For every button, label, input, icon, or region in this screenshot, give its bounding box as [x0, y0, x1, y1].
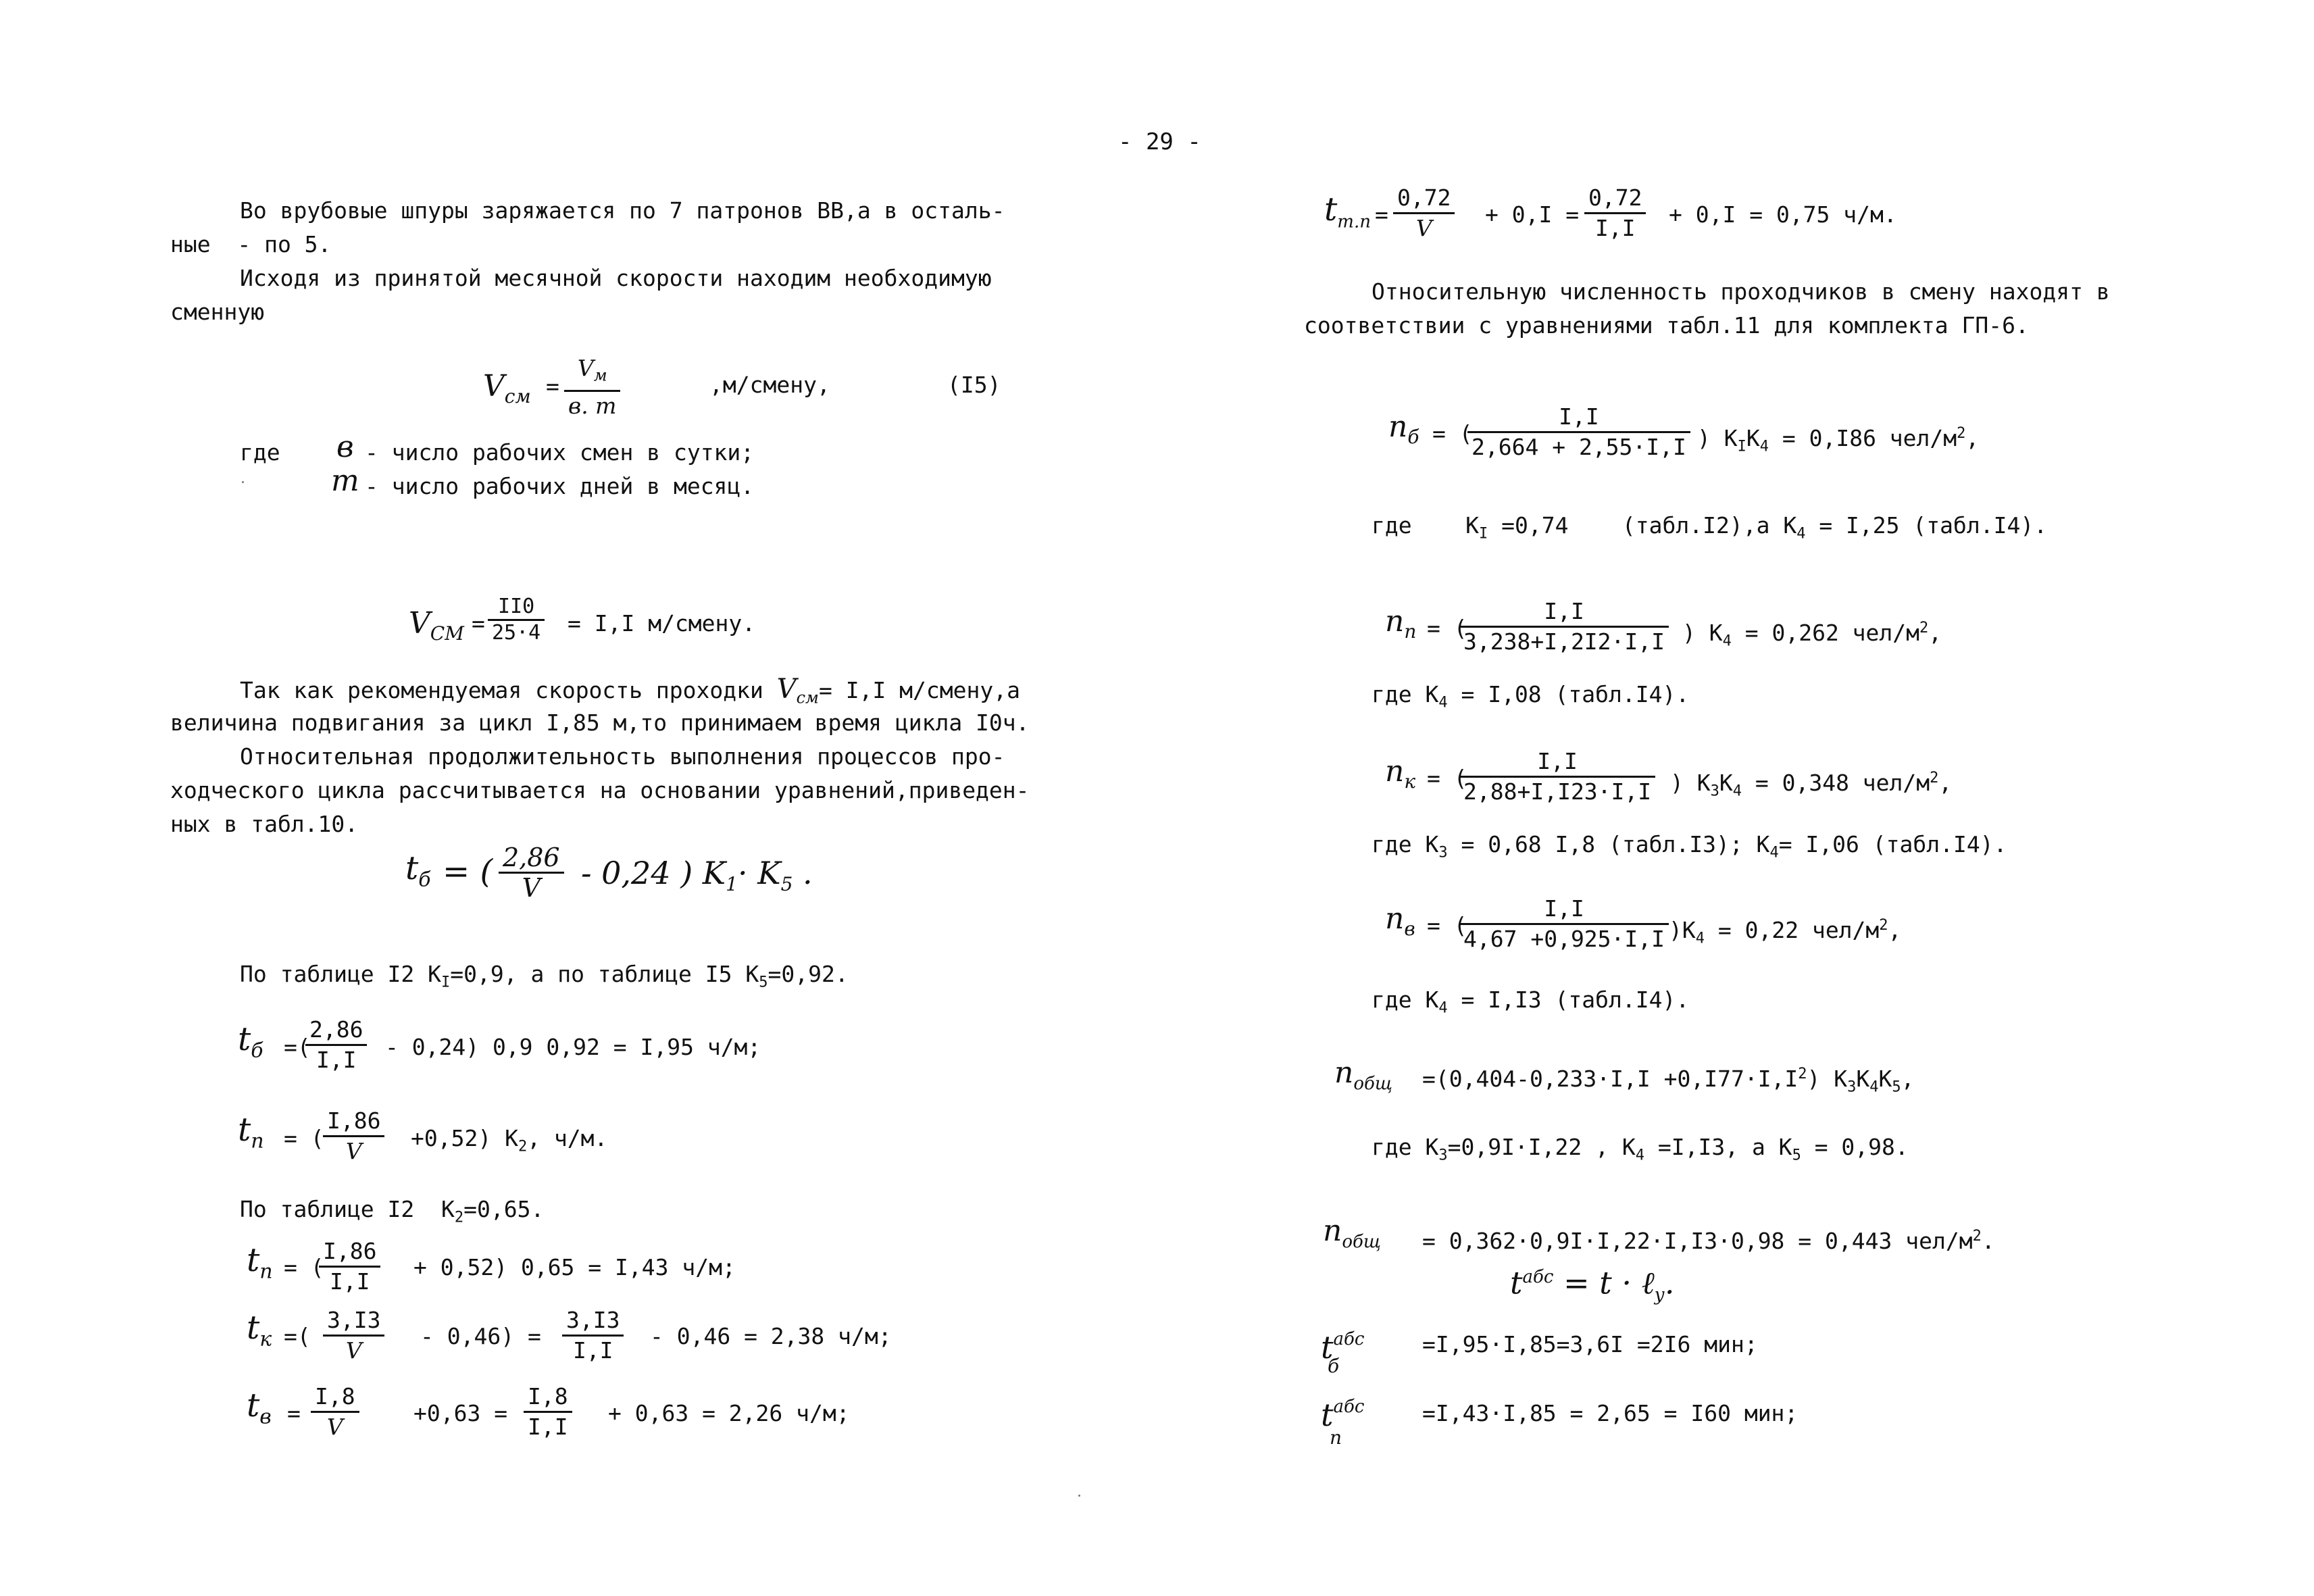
ttp-lhs: $t_{т.п}$ — [1324, 191, 1371, 232]
tk-open: =( — [284, 1323, 311, 1349]
tn-calc-lhs: $t_п$ — [247, 1241, 273, 1284]
tb-formula-fraction: $\frac{2,86}{V}$ — [499, 845, 564, 901]
eq15-number: (I5) — [947, 372, 1001, 398]
tv-equals: = — [287, 1400, 301, 1426]
vcm-fraction: $\frac{II0}{25\cdot 4}$ — [488, 596, 545, 644]
nv-open: = ( — [1427, 912, 1467, 939]
where-k3-k4-106: где $K_3 = 0,68$ I,8 (табл.I3); $K_4= I,06$ (табл.I4). — [1372, 831, 2007, 862]
tv-fraction-1: $\frac{I,8}{V}$ — [311, 1384, 359, 1440]
tk-fraction-1: $\frac{3,I3}{V}$ — [323, 1307, 384, 1364]
paragraph-speed-line2: сменную — [170, 299, 265, 325]
nv-rest: )$K_4 = 0,22$ чел/$м^2$, — [1669, 917, 1902, 947]
where-k3-k4-k5: где $K_3=0,9I\cdot I,22$ , $K_4 =I,I3$, а $K_5 = 0,98$. — [1372, 1134, 1909, 1164]
nk-fraction: $\frac{I,I}{2,88+I,I23\cdot I,I}$ — [1459, 749, 1655, 805]
paragraph-headcount-line2: соответствии с уравнениями табл.11 для комплекта ГП-6. — [1304, 312, 2029, 339]
tn-calc-fraction: $\frac{I,86}{I,I}$ — [319, 1239, 380, 1295]
table12-k-values: По таблице I2 $K_I=0,9$, а по таблице I5 $K_5=0,92$. — [240, 961, 849, 991]
ttp-fraction-1: $\frac{0,72}{V}$ — [1393, 185, 1455, 241]
nk-open: = ( — [1427, 765, 1467, 791]
tn-abs-sub: п — [1330, 1426, 1342, 1449]
eq15-unit: ,м/смену, — [709, 372, 830, 398]
tk-lhs: $t_к$ — [247, 1309, 272, 1351]
nob2-body: = 0,362·0,9I·I,22·I,I3·0,98 = 0,443 чел/$м^2$. — [1422, 1228, 1995, 1254]
where-m-text: - число рабочих дней в месяц. — [365, 473, 755, 499]
vcm-result: = I,I м/смену. — [568, 610, 756, 637]
nk-lhs: $n_к$ — [1385, 754, 1416, 793]
where-b-text: - число рабочих смен в сутки; — [365, 439, 755, 466]
where-k1-k4: где $K_I =0,74$ (табл.I2),а $K_4 = I,25$ (табл.I4). — [1372, 512, 2048, 543]
tn-formula-lhs: $t_п$ — [238, 1111, 264, 1153]
tk-mid: - 0,46) = — [420, 1323, 541, 1349]
paragraph-relative-line1: Относительная продолжительность выполнения процессов про- — [240, 743, 1005, 770]
nn-fraction: $\frac{I,I}{3,238+I,2I2\cdot I,I}$ — [1459, 599, 1669, 655]
nob-lhs: $n_{общ}$ — [1334, 1055, 1392, 1094]
tv-mid: +0,63 = — [413, 1400, 508, 1426]
table12-k2: По таблице I2 $K_2=0,65$. — [240, 1196, 545, 1226]
tn-calc-open: = ( — [284, 1254, 324, 1280]
where-label: где — [240, 439, 280, 466]
page-number: - 29 - — [1118, 128, 1201, 155]
nk-rest: ) $K_3K_4 = 0,348$ чел/$м^2$, — [1670, 770, 1953, 800]
tn-abs-lhs: $t^{абс}$ — [1321, 1397, 1365, 1433]
tn-formula-rest: +0,52) $K_2$, ч/м. — [411, 1125, 608, 1155]
tb-calc-lhs: $t_б$ — [238, 1020, 263, 1063]
tn-formula-open: = ( — [284, 1125, 324, 1151]
tb-calc-open: =( — [284, 1034, 311, 1060]
where-k4-108: где $K_4 = I,08$ (табл.I4). — [1372, 681, 1690, 712]
paragraph-relative-line3: ных в табл.10. — [170, 811, 359, 837]
where-m-symbol: m — [331, 464, 359, 498]
tn-formula-fraction: $\frac{I,86}{V}$ — [323, 1108, 384, 1164]
where-k4-113: где $K_4 = I,I3$ (табл.I4). — [1372, 987, 1690, 1017]
nb-open: = ( — [1432, 420, 1473, 447]
nob-body: $=(0,404-0,233\cdot I,I +0,I77\cdot I,I^2)$ $K_3K_4K_5$, — [1422, 1066, 1915, 1096]
vcm-lhs: $V_{СМ}$ — [409, 606, 464, 645]
nb-rest: ) $K_IK_4 = 0,I86$ чел/$м^2$, — [1697, 425, 1980, 455]
tn-abs-body: =I,43·I,85 = 2,65 = I60 мин; — [1422, 1400, 1799, 1426]
nv-fraction: $\frac{I,I}{4,67 +0,925\cdot I,I}$ — [1459, 896, 1669, 952]
nb-fraction: $\frac{I,I}{2,664 + 2,55\cdot I,I}$ — [1467, 404, 1690, 460]
paragraph-headcount-line1: Относительную численность проходчиков в смену находят в — [1372, 278, 2110, 305]
scan-speck — [1078, 1495, 1080, 1497]
tb-calc-rest: - 0,24) 0,9 0,92 = I,95 ч/м; — [385, 1034, 761, 1060]
tn-calc-rest: + 0,52) 0,65 = I,43 ч/м; — [413, 1254, 736, 1280]
ttp-rest: + 0,I = 0,75 ч/м. — [1669, 201, 1897, 228]
paragraph-speed-line1: Исходя из принятой месячной скорости находим необходимую — [240, 265, 992, 291]
nv-lhs: $n_в$ — [1385, 901, 1415, 940]
tb-abs-body: =I,95·I,85=3,6I =2I6 мин; — [1422, 1331, 1758, 1357]
tk-fraction-2: $\frac{3,I3}{I,I}$ — [562, 1307, 624, 1364]
paragraph-relative-line2: ходческого цикла рассчитывается на основании уравнений,приведен- — [170, 777, 1030, 803]
eq15-fraction: $V_м$ в. m — [564, 355, 620, 419]
tb-formula-lhs: $t_б$ — [405, 849, 431, 892]
nob2-lhs: $n_{общ}$ — [1323, 1214, 1381, 1252]
tb-abs-sub: б — [1328, 1355, 1340, 1377]
tv-lhs: $t_в$ — [247, 1387, 272, 1429]
ttp-mid: + 0,I = — [1485, 201, 1580, 228]
eq15-lhs: $V_{см}$ — [483, 369, 531, 407]
tv-rest: + 0,63 = 2,26 ч/м; — [608, 1400, 850, 1426]
paragraph-since-line2: величина подвигания за цикл I,85 м,то принимаем время цикла I0ч. — [170, 709, 1030, 736]
paragraph-charges-line2: ные - по 5. — [170, 231, 332, 257]
nn-rest: ) $K_4 = 0,262$ чел/$м^2$, — [1682, 620, 1942, 650]
ttp-fraction-2: $\frac{0,72}{I,I}$ — [1584, 185, 1646, 241]
tb-formula-rest: - 0,24 ) $K_1\cdot K_5$ . — [581, 855, 813, 896]
tk-rest: - 0,46 = 2,38 ч/м; — [650, 1323, 892, 1349]
paragraph-charges-line1: Во врубовые шпуры заряжается по 7 патронов ВВ,а в осталь- — [240, 197, 1005, 224]
where-b-symbol: в — [336, 430, 354, 464]
vcm-equals: = — [472, 610, 485, 637]
eq15-equals: = — [546, 373, 559, 399]
tv-fraction-2: $\frac{I,8}{I,I}$ — [524, 1384, 572, 1440]
ttp-equals: = — [1375, 201, 1388, 228]
scan-speck — [242, 481, 244, 483]
tb-calc-fraction: $\frac{2,86}{I,I}$ — [305, 1017, 367, 1073]
nb-lhs: $n_б$ — [1388, 409, 1419, 448]
tb-abs-lhs: $t^{абс}$ — [1321, 1329, 1365, 1366]
nn-lhs: $n_п$ — [1385, 604, 1417, 643]
nn-open: = ( — [1427, 615, 1467, 641]
paragraph-since-line1: Так как рекомендуемая скорость проходки $V_{см}= I,I$ м/смену,а — [240, 674, 1020, 707]
tb-formula-open: = ( — [443, 853, 493, 891]
tabs-definition: $t^{абс} = t$ · ℓ$_у$. — [1510, 1264, 1675, 1305]
